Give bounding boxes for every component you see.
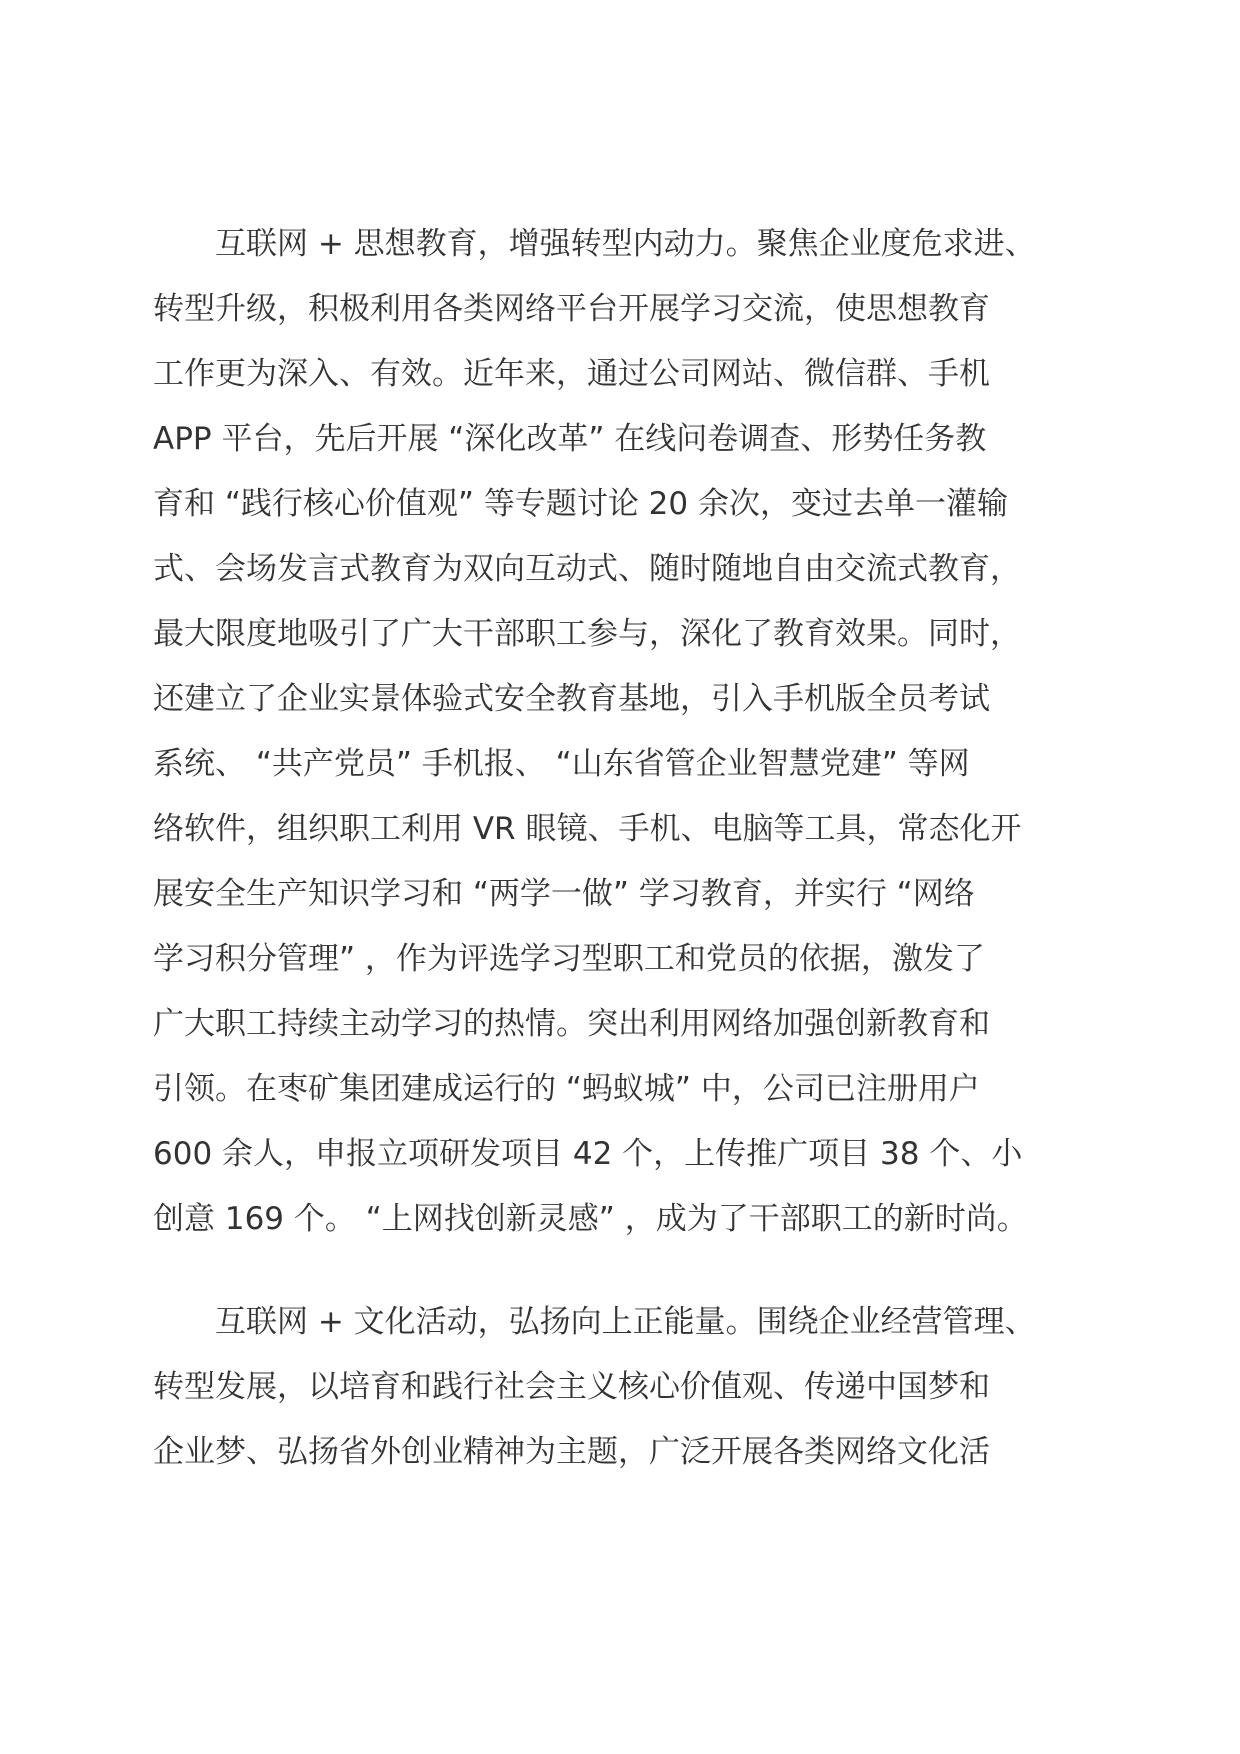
text-line: 还建立了企业实景体验式安全教育基地，引入手机版全员考试 (153, 681, 990, 717)
text-line: 式、会场发言式教育为双向互动式、随时随地自由交流式教育， (153, 551, 1021, 587)
paragraph-internet-ideological-education (153, 212, 1087, 1252)
text-line: 转型发展，以培育和践行社会主义核心价值观、传递中国梦和 (153, 1369, 990, 1405)
text-line: 学习积分管理” ，作为评选学习型职工和党员的依据，激发了 (153, 941, 985, 977)
paragraph-internet-cultural-activities (153, 1290, 1087, 1485)
text-line: 互联网 + 思想教育，增强转型内动力。聚焦企业度危求进、 (153, 226, 1036, 262)
text-line: 系统、 “共产党员” 手机报、 “山东省管企业智慧党建” 等网 (153, 746, 970, 782)
text-line: 最大限度地吸引了广大干部职工参与，深化了教育效果。同时， (153, 616, 1021, 652)
text-line: 600 余人，申报立项研发项目 42 个，上传推广项目 38 个、小 (153, 1136, 1023, 1172)
text-line: 展安全生产知识学习和 “两学一做” 学习教育，并实行 “网络 (153, 876, 975, 912)
text-line: 育和 “践行核心价值观” 等专题讨论 20 余次，变过去单一灌输 (153, 486, 1008, 522)
text-line: 络软件，组织职工利用 VR 眼镜、手机、电脑等工具，常态化开 (153, 811, 1022, 847)
text-line: 创意 169 个。 “上网找创新灵感” ，成为了干部职工的新时尚。 (153, 1201, 1028, 1237)
text-line: 引领。在枣矿集团建成运行的 “蚂蚁城” 中，公司已注册用户 (153, 1071, 980, 1107)
text-line: 工作更为深入、有效。近年来，通过公司网站、微信群、手机 (153, 356, 990, 392)
text-line: APP 平台，先后开展 “深化改革” 在线问卷调查、形势任务教 (153, 421, 987, 457)
text-line: 互联网 + 文化活动，弘扬向上正能量。围绕企业经营管理、 (153, 1304, 1036, 1340)
text-line: 转型升级，积极利用各类网络平台开展学习交流，使思想教育 (153, 291, 990, 327)
text-line: 广大职工持续主动学习的热情。突出利用网络加强创新教育和 (153, 1006, 990, 1042)
text-line: 企业梦、弘扬省外创业精神为主题，广泛开展各类网络文化活 (153, 1434, 990, 1470)
